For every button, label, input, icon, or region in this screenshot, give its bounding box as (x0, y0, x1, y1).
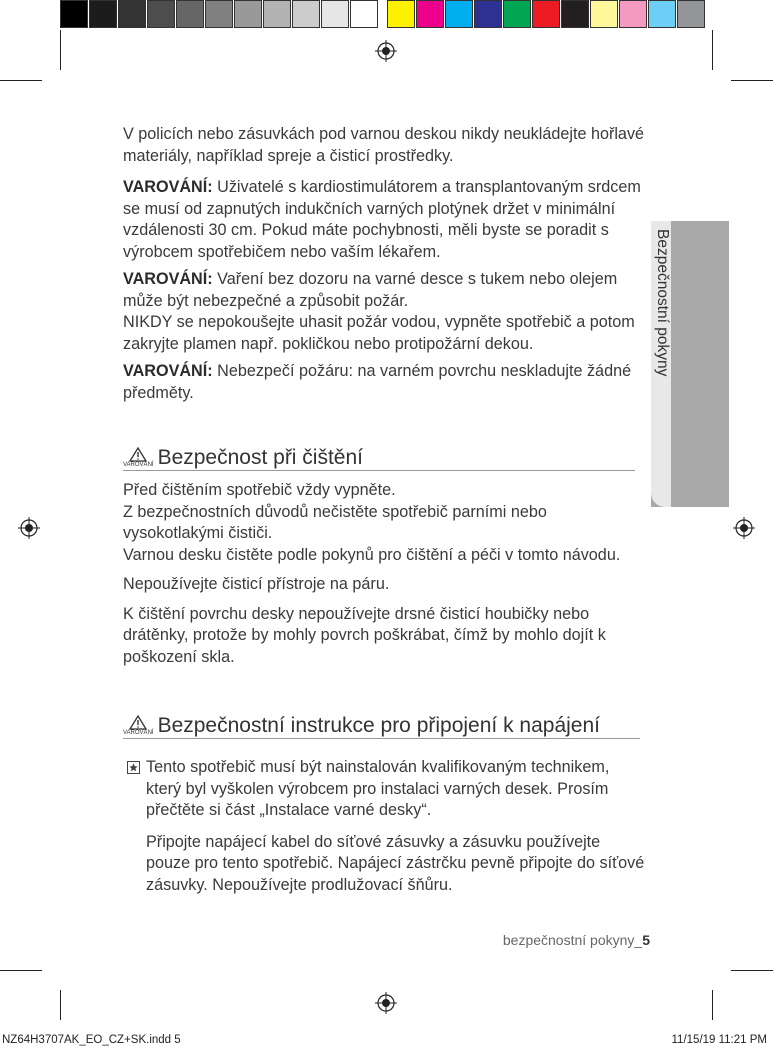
body-paragraph: Tento spotřebič musí být nainstalován kvalifikovaným technikem, který byl vyškolen výrobcem pro instalaci varných desek. Prosím přečtěte si část „Instalace varné desky“. (146, 758, 610, 819)
color-swatch (677, 0, 705, 28)
page-number: 5 (642, 932, 650, 948)
page-footer (503, 932, 650, 948)
color-swatch (89, 0, 117, 28)
registration-mark-icon (733, 517, 755, 539)
section-side-tab (651, 221, 729, 507)
color-swatch (590, 0, 618, 28)
section-power-body (127, 757, 647, 896)
swatch-gap (379, 0, 387, 30)
warning-icon-label: VAROVÁNÍ (123, 462, 154, 468)
crop-mark (731, 970, 773, 971)
section-heading-cleaning (123, 446, 635, 471)
section-title: Bezpečnost při čištění (157, 446, 363, 469)
warning-paragraph (123, 269, 653, 312)
warning-paragraph (123, 177, 653, 263)
registration-mark-icon (18, 517, 40, 539)
registration-mark-icon (375, 40, 397, 62)
crop-mark (731, 80, 773, 81)
warning-text: Uživatelé s kardiostimulátorem a transplantovaným srdcem se musí od zapnutých indukčních varných plotýnek držet v minimální vzdálenosti 30 cm. Pokud máte pochybnosti, měli byste se poradit s výrobcem spotřebičem nebo vaším lékařem. (123, 178, 641, 261)
warning-paragraph (123, 361, 653, 404)
color-swatch (532, 0, 560, 28)
warning-extra-paragraph: NIKDY se nepokoušejte uhasit požár vodou, vypněte spotřebič a potom zakryjte plamen např. pokličkou nebo protipožární dekou. (123, 313, 635, 353)
body-paragraph: K čištění povrchu desky nepoužívejte drsné čisticí houbičky nebo drátěnky, protože by mohly povrch poškrábat, čímž by mohlo dojít k poškození skla. (123, 604, 606, 666)
color-swatch (387, 0, 415, 28)
color-swatch (648, 0, 676, 28)
installer-icon (127, 761, 140, 774)
color-swatch (205, 0, 233, 28)
color-calibration-bar (60, 0, 706, 30)
color-swatch (474, 0, 502, 28)
color-swatch (176, 0, 204, 28)
color-swatch (292, 0, 320, 28)
section-heading-power (123, 714, 640, 739)
section-cleaning-body (123, 480, 648, 668)
color-swatch (118, 0, 146, 28)
date-slug: 11/15/19 11:21 PM (671, 1034, 767, 1046)
body-paragraph: Nepoužívejte čisticí přístroje na páru. (123, 575, 390, 593)
warning-icon-label: VAROVÁNÍ (123, 730, 154, 736)
footer-section-name: bezpečnostní pokyny_ (502, 932, 643, 948)
main-content (123, 124, 653, 404)
body-paragraph: Z bezpečnostních důvodů nečistěte spotřebič parními nebo vysokotlakými čističi. (123, 502, 547, 542)
file-slug: NZ64H3707AK_EO_CZ+SK.indd 5 (2, 1034, 181, 1046)
warning-label: VAROVÁNÍ: (123, 178, 213, 196)
warning-text: Nebezpečí požáru: na varném povrchu neskladujte žádné předměty. (123, 362, 632, 402)
body-paragraph: Varnou desku čistěte podle pokynů pro čištění a péči v tomto návodu. (123, 545, 621, 564)
crop-mark (60, 30, 61, 70)
crop-mark (712, 990, 713, 1020)
warning-triangle-icon (123, 447, 154, 468)
warning-triangle-icon (123, 715, 154, 736)
color-swatch (416, 0, 444, 28)
body-paragraph: Připojte napájecí kabel do síťové zásuvky a zásuvku používejte pouze pro tento spotřebič. Napájecí zástrčku pevně připojte do síťové zásuvky. Nepoužívejte prodlužovací šňůru. (146, 832, 645, 894)
color-swatch (561, 0, 589, 28)
color-swatch (321, 0, 349, 28)
color-swatch (263, 0, 291, 28)
color-swatch (147, 0, 175, 28)
color-swatch (350, 0, 378, 28)
intro-paragraph: V policích nebo zásuvkách pod varnou deskou nikdy neukládejte hořlavé materiály, například spreje a čisticí prostředky. (123, 125, 645, 165)
color-swatch (60, 0, 88, 28)
color-swatch (503, 0, 531, 28)
bullet-item (127, 757, 647, 896)
color-swatch (445, 0, 473, 28)
crop-mark (60, 990, 61, 1020)
color-swatch (619, 0, 647, 28)
color-swatch (234, 0, 262, 28)
crop-mark (712, 30, 713, 70)
warning-label: VAROVÁNÍ: (123, 362, 213, 380)
section-title: Bezpečnostní instrukce pro připojení k napájení (157, 714, 600, 737)
warning-text: Vaření bez dozoru na varné desce s tukem nebo olejem může být nebezpečné a způsobit požár. (123, 270, 618, 310)
crop-mark (0, 970, 42, 971)
warning-label: VAROVÁNÍ: (123, 270, 213, 288)
body-paragraph: Před čištěním spotřebič vždy vypněte. (123, 481, 396, 499)
crop-mark (0, 80, 42, 81)
side-tab-label: Bezpečnostní pokyny (654, 229, 671, 377)
registration-mark-icon (375, 992, 397, 1014)
